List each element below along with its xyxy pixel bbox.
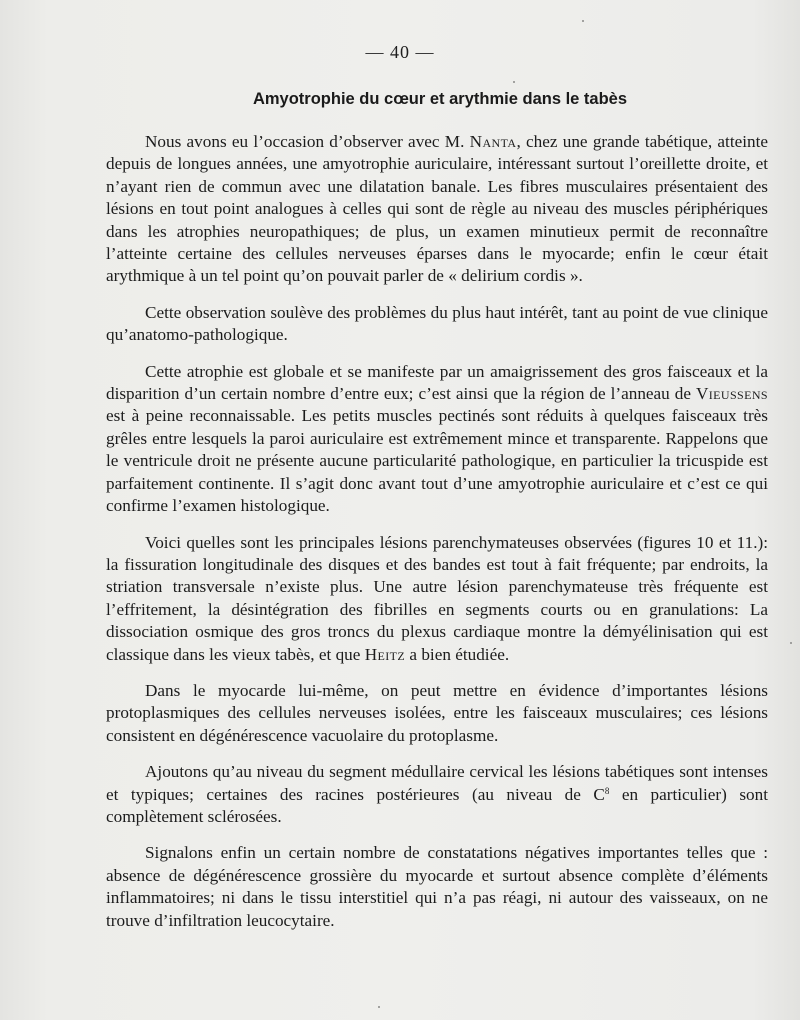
page-number: — 40 — [365, 42, 435, 62]
paragraph-7: Signalons enfin un certain nombre de constatations négatives importantes telles que : absence de dégénérescence grossière du myocarde et surtout absence complète d’éléments inflammatoires; ni dans le tissu interstitiel qui n’a pas réagi, ni autour des vaisseaux, on ne trouve d’infiltration leucocytaire. [106, 843, 768, 930]
paper-speck [582, 20, 584, 22]
paragraph-1 [106, 131, 768, 288]
paragraph-4-text-a: Voici quelles sont les principales lésions parenchymateuses observées (figures 10 et 11.): la fissuration longitudinale des disques et des bandes est tout à fait fréquente; par endroits, la striation transversale n’existe plus. Une autre lésion parenchymateuse très fréquente est l’effritement, la désintégration des fibrilles en segments courts ou en granulations: La dissociation osmique des gros troncs du plexus cardiaque montre la démyélinisation qui est classique dans les vieux tabès, et que [106, 532, 768, 664]
section-title: Amyotrophie du cœur et arythmie dans le tabès [252, 90, 628, 108]
paragraph-3-text-b: est à peine reconnaissable. Les petits muscles pectinés sont réduits à quelques faisceaux très grêles entre lesquels la paroi auriculaire est extrêmement mince et transparente. Rappelons que le ventricule droit ne présente aucune particularité pathologique, en particulier la tricuspide est parfaitement continente. Il s’agit donc avant tout d’une amyotrophie auriculaire et c’est ce qui confirme l’examen histologique. [106, 406, 768, 516]
paragraph-3-text-a: Cette atrophie est globale et se manifeste par un amaigrissement des gros faisceaux et la disparition d’un certain nombre d’entre eux; c’est ainsi que la région de l’anneau de [106, 361, 768, 404]
author-name-vieussens: Vieussens [695, 384, 768, 404]
paper-speck [513, 81, 515, 83]
author-name-heitz: Heitz [364, 644, 406, 664]
paragraph-4 [106, 532, 768, 666]
paragraph-6-text-a: Ajoutons qu’au niveau du segment médullaire cervical les lésions tabétiques sont intenses et typiques; certaines des racines postérieures (au niveau de C [106, 762, 768, 804]
paragraph-5: Dans le myocarde lui-même, on peut mettre en évidence d’importantes lésions protoplasmiques des cellules nerveuses isolées, entre les faisceaux musculaires; ces lésions consistent en dégénérescence vacuolaire du protoplasme. [106, 680, 768, 745]
paragraph-2: Cette observation soulève des problèmes du plus haut intérêt, tant au point de vue clinique qu’anatomo-pathologique. [106, 302, 768, 345]
paragraph-6 [106, 761, 768, 828]
paragraph-1-text-a: Nous avons eu l’occasion d’observer avec M. [145, 132, 470, 151]
paper-speck [790, 642, 792, 644]
paper-speck [378, 1006, 380, 1008]
paragraph-3 [106, 361, 768, 518]
paragraph-6-text-b: en particulier) sont complètement sclérosées. [106, 784, 768, 826]
body-text [106, 131, 768, 932]
author-name-nanta: Nanta [469, 132, 517, 151]
paragraph-1-text-b: , chez une grande tabétique, atteinte depuis de longues années, une amyotrophie auriculaire, intéressant surtout l’oreillette droite, et n’ayant rien de commun avec une dilatation banale. Les fibres musculaires présentaient des lésions en tout point analogues à celles qui sont de règle au niveau des muscles périphériques dans les atrophies neuropathiques; de plus, un examen minutieux permit de reconnaître l’atteinte certaine des cellules nerveuses éparses dans le myocarde; enfin le cœur était arythmique à un tel point qu’on pouvait parler de « delirium cordis ». [106, 132, 768, 286]
paragraph-4-text-b: a bien étudiée. [405, 644, 510, 664]
superscript-8: 8 [604, 785, 610, 796]
